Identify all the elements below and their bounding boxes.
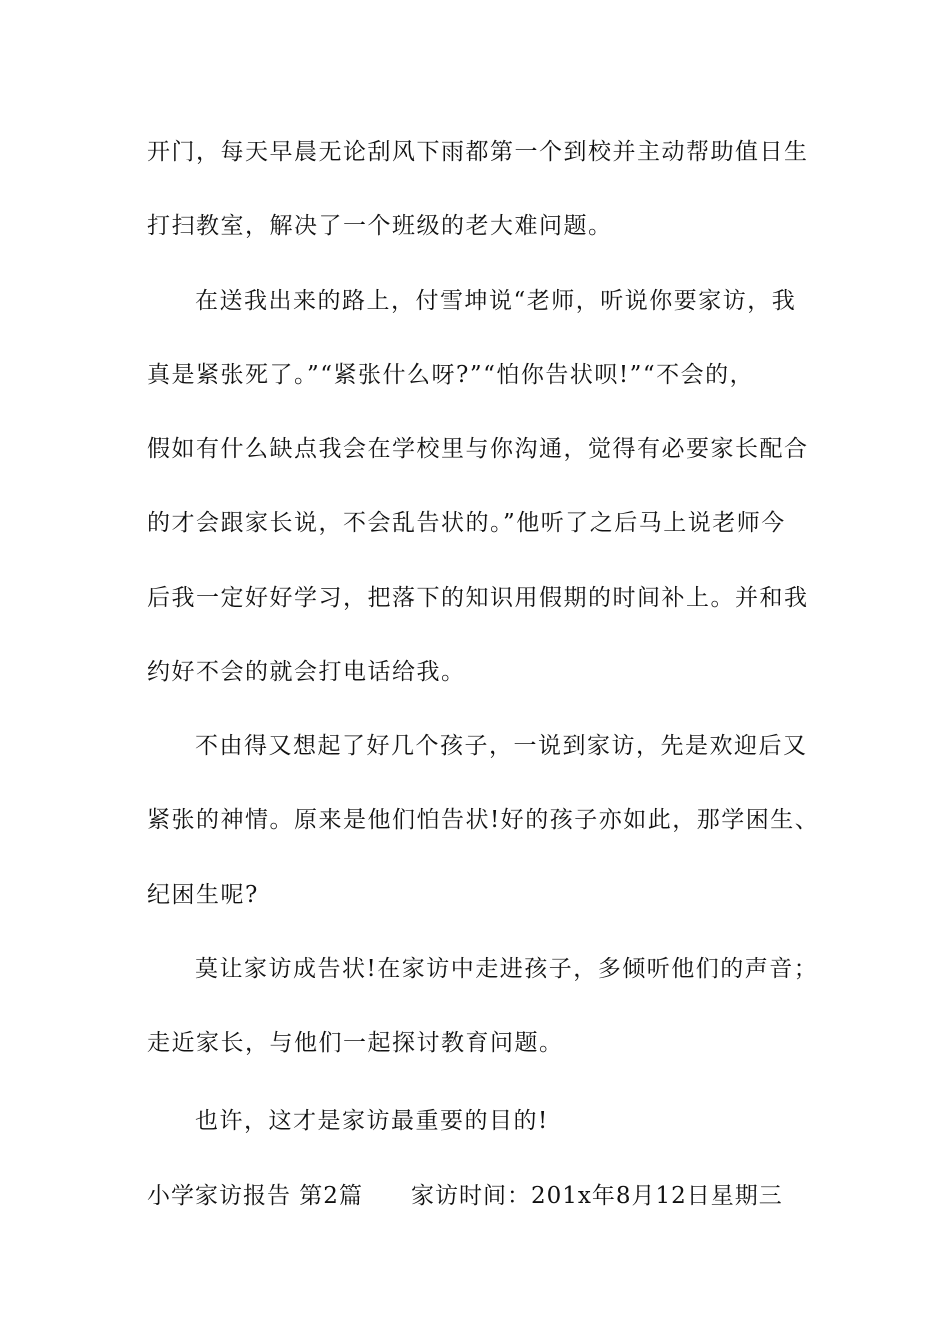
paragraph-line: 紧张的神情。原来是他们怕告状!好的孩子亦如此，那学困生、 bbox=[147, 807, 820, 833]
paragraph-line: 纪困生呢? bbox=[147, 882, 259, 908]
paragraph-line: 不由得又想起了好几个孩子，一说到家访，先是欢迎后又 bbox=[195, 733, 808, 759]
paragraph-line: 在送我出来的路上，付雪坤说“老师，听说你要家访，我 bbox=[195, 288, 797, 314]
paragraph-line: 也许，这才是家访最重要的目的! bbox=[195, 1108, 549, 1134]
paragraph-line: 打扫教室，解决了一个班级的老大难问题。 bbox=[147, 213, 613, 239]
paragraph-line: 假如有什么缺点我会在学校里与你沟通，觉得有必要家长配合 bbox=[147, 436, 809, 462]
paragraph-line: 的才会跟家长说，不会乱告状的。”他听了之后马上说老师今 bbox=[147, 510, 786, 536]
next-article-header bbox=[147, 1181, 783, 1211]
paragraph-line: 开门，每天早晨无论刮风下雨都第一个到校并主动帮助值日生 bbox=[147, 139, 809, 165]
paragraph-line: 走近家长，与他们一起探讨教育问题。 bbox=[147, 1030, 564, 1056]
paragraph-line: 后我一定好好学习，把落下的知识用假期的时间补上。并和我 bbox=[147, 585, 809, 611]
paragraph-line: 约好不会的就会打电话给我。 bbox=[147, 659, 466, 685]
visit-time: 家访时间：201x年8月12日星期三 bbox=[410, 1183, 783, 1209]
paragraph-line: 莫让家访成告状!在家访中走进孩子，多倾听他们的声音； bbox=[195, 956, 819, 982]
paragraph-line: 真是紧张死了。”“紧张什么呀?”“怕你告状呗!”“不会的， bbox=[147, 362, 755, 388]
article-title: 小学家访报告 第2篇 bbox=[147, 1183, 363, 1209]
